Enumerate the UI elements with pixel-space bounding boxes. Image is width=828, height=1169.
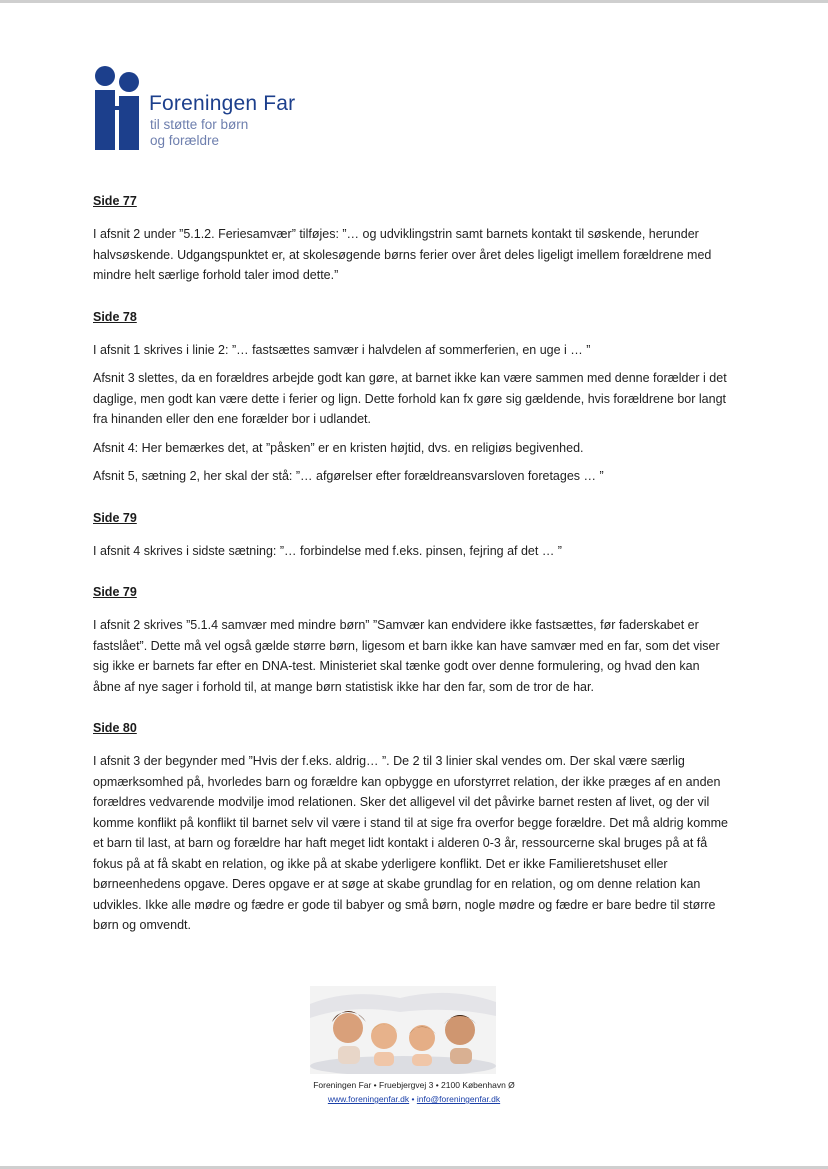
section-heading: Side 78 [93,309,137,324]
page-top-edge [0,0,828,3]
paragraph: I afsnit 1 skrives i linie 2: ”… fastsættes samvær i halvdelen af sommerferien, en uge i … ” [93,342,591,357]
logo-mark-icon [95,66,147,150]
footer-links [0,1094,828,1104]
paragraph: Afsnit 3 slettes, da en forældres arbejde godt kan gøre, at barnet ikke kan være sammen med denne forælder i det daglige, men godt kan være dette i ferier og lign. Dette forhold kan fx gøre sig gældende, hvis forældrene bor langt fra hinanden eller den ene forælder bor i udlandet. [93,371,727,426]
section-heading: Side 79 [93,510,137,525]
footer-separator: • [409,1094,417,1104]
section-side-79a [93,511,729,562]
paragraph: I afsnit 3 der begynder med ”Hvis der f.eks. aldrig… ”. De 2 til 3 linier skal vendes om. Der skal være særlig opmærksomhed på, hvorledes barn og forældre kan opbygge en uforstyrret relation, der ikke præges af en anden forældres vedvarende modvilje imod relationen. Sker det alligevel vil det påvirke barnet resten af livet, og der vil komme konflikt på konflikt til barnet selv vil være i stand til at sige fra overfor begge forældre. Det må aldrig komme et barn til last, at barn og forældre har haft meget lidt kontakt i alderen 0-3 år, ressourcerne skal bruges på at få fokus på at få skabt en relation, og ikke på at skabe yderligere konflikt. Det er ikke Familieretshuset eller børneenhedens opgave. Deres opgave er at søge at skabe grundlag for en relation, og om denne relation kan udvikles. Ikke alle mødre og fædre er gode til babyer og små børn, nogle mødre og fædre er bare bedre til større børn og omvendt. [93,754,728,932]
document-body [93,194,729,960]
section-heading: Side 77 [93,194,137,208]
section-side-80 [93,721,729,936]
paragraph: I afsnit 4 skrives i sidste sætning: ”… forbindelse med f.eks. pinsen, fejring af det … ” [93,543,562,558]
logo-title: Foreningen Far [149,92,296,115]
organization-logo [95,66,335,156]
section-side-78 [93,310,729,487]
paragraph: Afsnit 5, sætning 2, her skal der stå: ”… afgørelser efter forældreansvarsloven foretages … ” [93,469,604,483]
email-link[interactable]: info@foreningenfar.dk [416,1094,501,1104]
website-link[interactable]: www.foreningenfar.dk [327,1094,410,1104]
section-side-79b [93,585,729,697]
logo-subtitle-line1: til støtte for børn [150,117,249,132]
paragraph: I afsnit 2 under ”5.1.2. Feriesamvær” tilføjes: ”… og udviklingstrin samt barnets kontakt til søskende, herunder halvsøskende. Udgangspunktet er, at skolesøgende børns ferier over året deles ligeligt imellem forældrene med mindre helt særlige forhold taler imod dette.” [93,227,712,282]
logo-subtitle-line2: og forældre [150,133,220,148]
section-heading: Side 79 [93,585,137,599]
family-photo [310,986,496,1074]
paragraph: Afsnit 4: Her bemærkes det, at ”påsken” er en kristen højtid, dvs. en religiøs begivenhed. [93,440,584,455]
paragraph: I afsnit 2 skrives ”5.1.4 samvær med mindre børn” ”Samvær kan endvidere ikke fastsættes, før faderskabet er fastslået”. Dette må vel også gælde større børn, ligesom et barn ikke kan have samvær med en far, som det viser sig ikke er barnets far efter en DNA-test. Ministeriet skal tænke godt over denne formulering, og hvad den kan åbne af nye sager i forhold til, at mange børn statistisk ikke har den far, som de tror de har. [93,618,720,694]
footer-address: Foreningen Far • Fruebjergvej 3 • 2100 København Ø [313,1080,515,1090]
section-side-77 [93,194,729,286]
section-heading: Side 80 [93,721,137,735]
